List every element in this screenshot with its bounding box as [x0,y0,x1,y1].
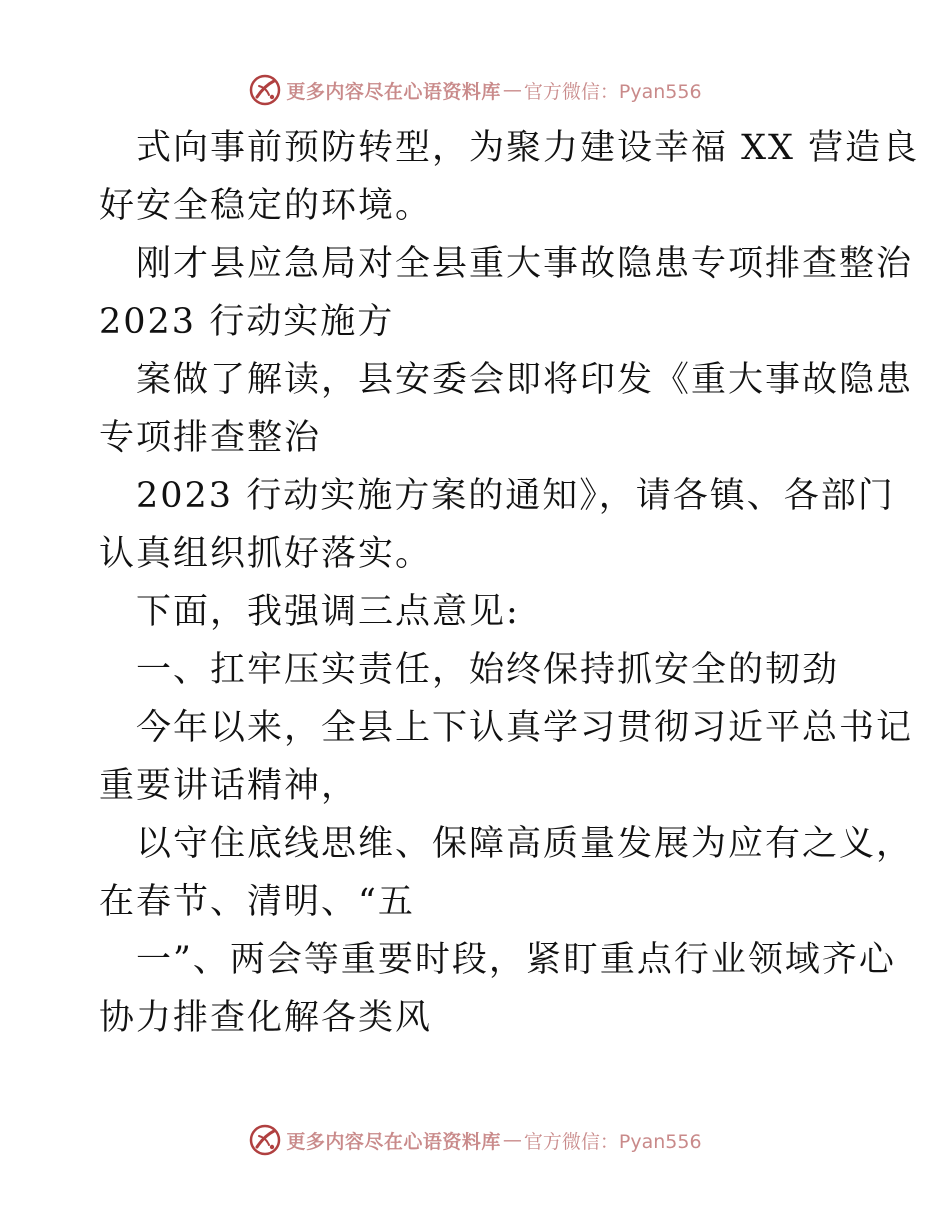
body-line: 式向事前预防转型，为聚力建设幸福 XX 营造良 [136,128,920,168]
body-line: 2023 行动实施方案的通知》，请各镇、各部门 [136,476,895,516]
footer-watermark-text: 更多内容尽在心语资料库 [286,1130,501,1153]
header-watermark-separator: — [502,79,522,101]
footer-watermark-contact: 官方微信：Pyan556 [523,1130,702,1153]
footer-watermark [0,1120,950,1160]
body-line: 好安全稳定的环境。 [99,186,433,226]
footer-watermark-separator: — [502,1129,522,1151]
body-line: 重要讲话精神， [99,766,359,806]
body-line: 认真组织抓好落实。 [99,534,433,574]
body-line: 协力排查化解各类风 [99,998,433,1038]
brush-logo-icon [248,73,282,107]
section-heading: 一、扛牢压实责任，始终保持抓安全的韧劲 [136,650,840,690]
header-watermark [0,70,950,110]
body-line: 案做了解读，县安委会即将印发《重大事故隐患 [136,360,914,400]
header-watermark-text: 更多内容尽在心语资料库 [286,80,501,103]
header-watermark-contact: 官方微信：Pyan556 [523,80,702,103]
body-line: 刚才县应急局对全县重大事故隐患专项排查整治 [136,244,914,284]
body-line: 专项排查整治 [99,418,322,458]
body-line: 在春节、清明、“五 [99,882,415,922]
body-line: 一”、两会等重要时段，紧盯重点行业领域齐心 [136,940,896,980]
body-line: 今年以来，全县上下认真学习贯彻习近平总书记 [136,708,914,748]
document-body [99,119,920,1047]
brush-logo-icon [248,1123,282,1157]
body-line: 以守住底线思维、保障高质量发展为应有之义， [136,824,914,864]
body-line: 2023 行动实施方 [99,302,395,342]
body-line: 下面，我强调三点意见: [136,592,520,632]
